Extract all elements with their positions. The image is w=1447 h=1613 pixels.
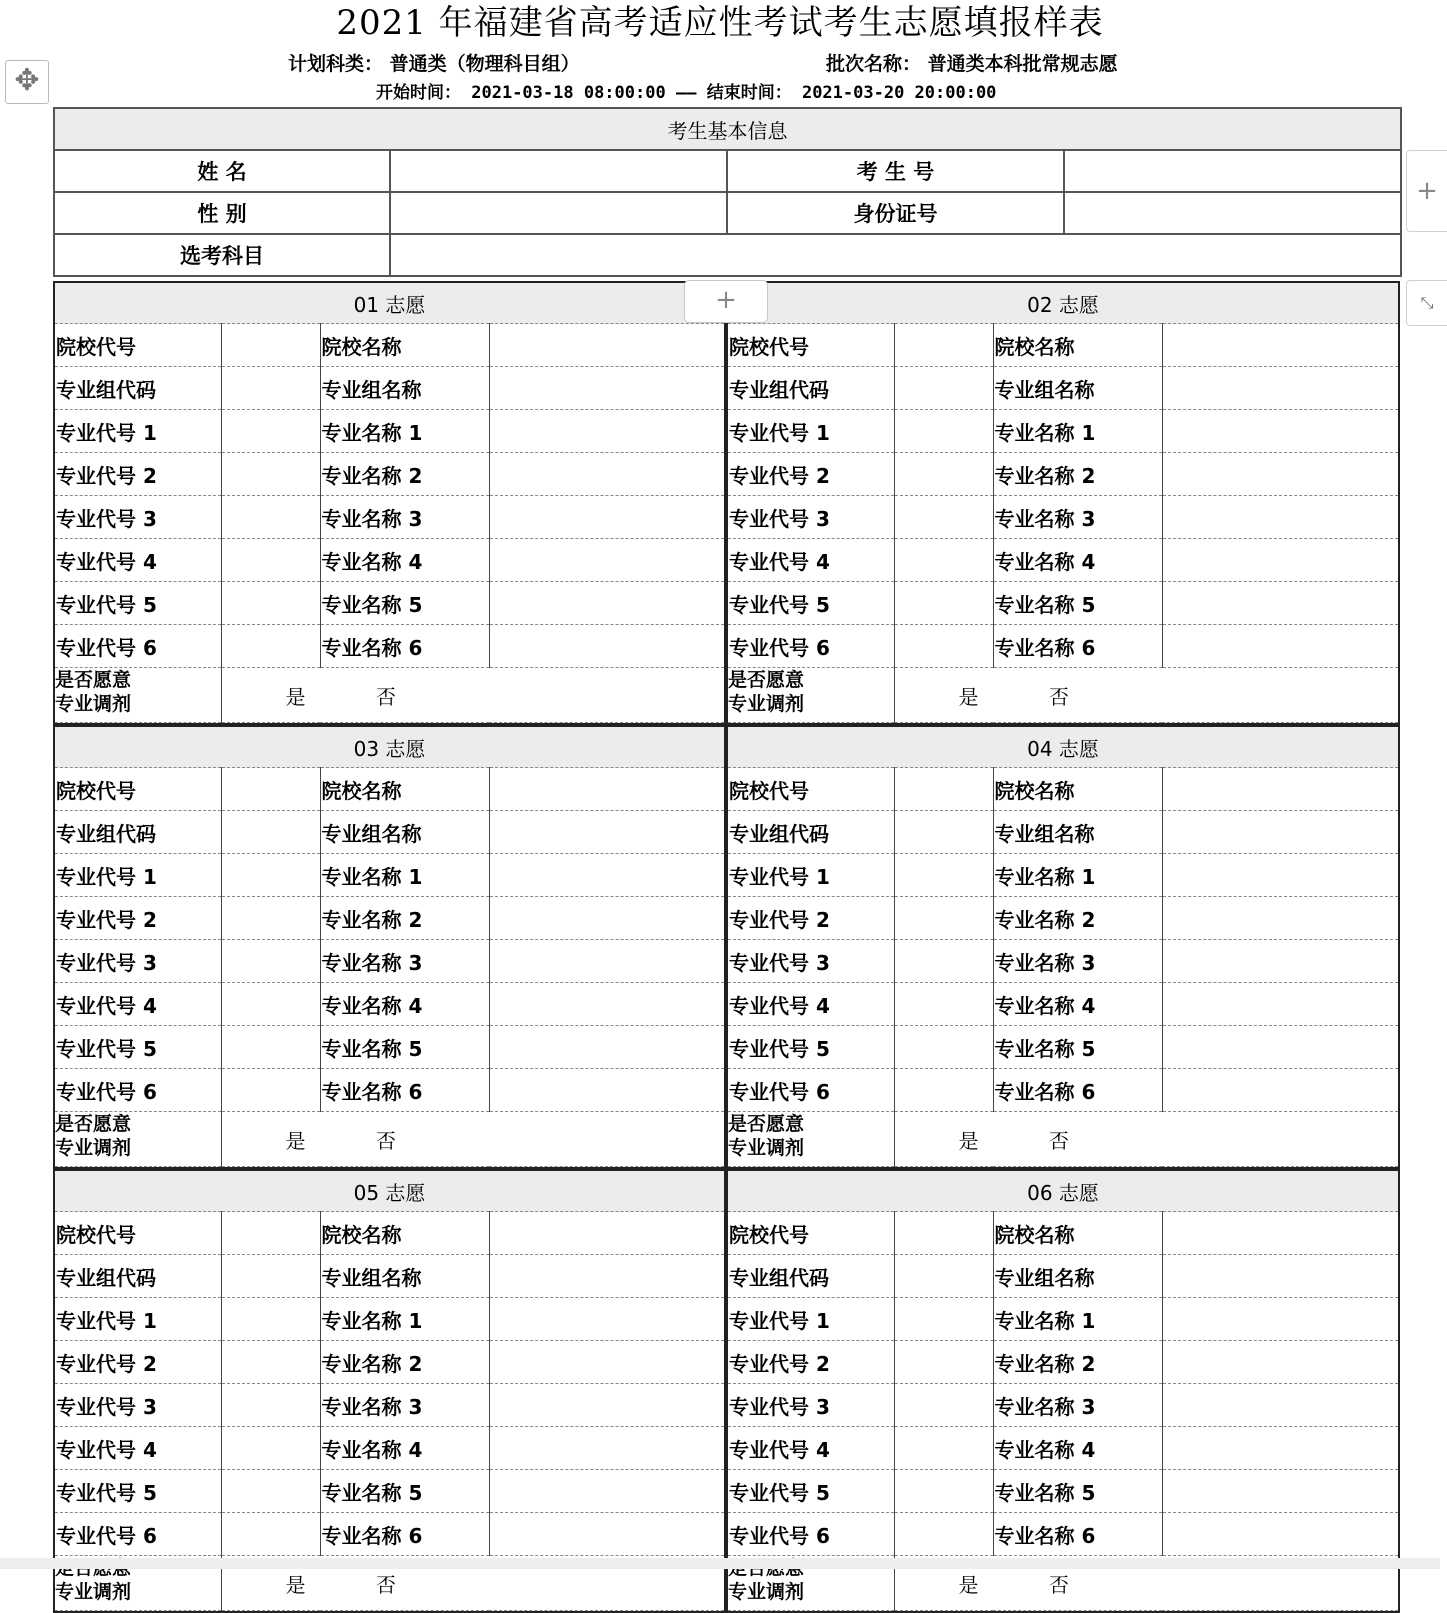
major-name-label: 专业名称 6 bbox=[320, 625, 489, 668]
major-code-field[interactable] bbox=[894, 897, 993, 940]
major-name-field[interactable] bbox=[1162, 1470, 1398, 1513]
adjust-label bbox=[55, 668, 221, 723]
major-name-field[interactable] bbox=[489, 897, 724, 940]
major-code-label: 专业代号 2 bbox=[728, 1341, 894, 1384]
school-code-field[interactable] bbox=[221, 1212, 320, 1255]
major-code-label: 专业代号 6 bbox=[728, 1069, 894, 1112]
adjust-label-line2: 专业调剂 bbox=[728, 1137, 805, 1159]
major-code-label: 专业代号 1 bbox=[55, 410, 221, 453]
group-name-field[interactable] bbox=[1162, 1255, 1398, 1298]
major-name-label: 专业名称 2 bbox=[993, 453, 1162, 496]
school-name-label: 院校名称 bbox=[320, 1212, 489, 1255]
major-name-label: 专业名称 5 bbox=[320, 1026, 489, 1069]
major-name-label: 专业名称 2 bbox=[320, 453, 489, 496]
adjust-label-line2: 专业调剂 bbox=[55, 693, 132, 715]
school-name-field[interactable] bbox=[1162, 1212, 1398, 1255]
major-code-field[interactable] bbox=[894, 854, 993, 897]
group-name-label: 专业组名称 bbox=[993, 1255, 1162, 1298]
major-code-field[interactable] bbox=[221, 1470, 320, 1513]
major-name-field[interactable] bbox=[1162, 582, 1398, 625]
adjust-no-option[interactable]: 否 bbox=[1048, 1572, 1069, 1597]
adjust-label-line2: 专业调剂 bbox=[728, 693, 805, 715]
major-name-field[interactable] bbox=[489, 539, 724, 582]
major-name-field[interactable] bbox=[1162, 983, 1398, 1026]
adjust-label bbox=[55, 1112, 221, 1167]
start-value: 2021-03-18 08:00:00 bbox=[471, 83, 666, 103]
name-field[interactable] bbox=[390, 150, 727, 192]
major-name-label: 专业名称 4 bbox=[320, 539, 489, 582]
group-code-label: 专业组代码 bbox=[55, 1255, 221, 1298]
major-name-label: 专业名称 1 bbox=[993, 410, 1162, 453]
group-code-field[interactable] bbox=[894, 1255, 993, 1298]
adjust-options bbox=[221, 668, 724, 723]
major-code-field[interactable] bbox=[221, 1384, 320, 1427]
major-code-label: 专业代号 6 bbox=[55, 1513, 221, 1556]
major-name-label: 专业名称 6 bbox=[320, 1069, 489, 1112]
major-name-label: 专业名称 1 bbox=[993, 1298, 1162, 1341]
major-name-label: 专业名称 2 bbox=[320, 897, 489, 940]
major-code-field[interactable] bbox=[894, 1341, 993, 1384]
major-code-label: 专业代号 3 bbox=[728, 496, 894, 539]
major-code-label: 专业代号 2 bbox=[55, 1341, 221, 1384]
major-code-field[interactable] bbox=[221, 897, 320, 940]
adjust-options bbox=[221, 1112, 724, 1167]
wishes-area bbox=[53, 281, 1400, 1603]
adjust-no-option[interactable]: 否 bbox=[375, 684, 396, 709]
school-name-field[interactable] bbox=[489, 324, 724, 367]
major-code-field[interactable] bbox=[894, 496, 993, 539]
major-name-label: 专业名称 5 bbox=[993, 582, 1162, 625]
major-name-label: 专业名称 5 bbox=[320, 1470, 489, 1513]
wish-title: 01 志愿 bbox=[55, 283, 724, 324]
adjust-yes-option[interactable]: 是 bbox=[958, 1128, 979, 1153]
major-code-label: 专业代号 2 bbox=[55, 453, 221, 496]
major-code-field[interactable] bbox=[221, 854, 320, 897]
major-name-label: 专业名称 3 bbox=[320, 496, 489, 539]
school-name-label: 院校名称 bbox=[320, 324, 489, 367]
adjust-label bbox=[728, 668, 894, 723]
subjects-field[interactable] bbox=[390, 234, 1401, 276]
major-name-label: 专业名称 5 bbox=[993, 1026, 1162, 1069]
group-name-field[interactable] bbox=[1162, 811, 1398, 854]
major-code-label: 专业代号 4 bbox=[55, 539, 221, 582]
major-code-field[interactable] bbox=[894, 539, 993, 582]
wish-title: 05 志愿 bbox=[55, 1171, 724, 1212]
adjust-yes-option[interactable]: 是 bbox=[285, 684, 306, 709]
major-name-field[interactable] bbox=[489, 625, 724, 668]
major-name-field[interactable] bbox=[1162, 410, 1398, 453]
major-code-label: 专业代号 5 bbox=[728, 1026, 894, 1069]
school-name-field[interactable] bbox=[1162, 324, 1398, 367]
wish-title: 04 志愿 bbox=[728, 727, 1398, 768]
major-name-field[interactable] bbox=[489, 1298, 724, 1341]
major-code-field[interactable] bbox=[894, 1384, 993, 1427]
major-code-label: 专业代号 5 bbox=[55, 1470, 221, 1513]
major-name-field[interactable] bbox=[1162, 1513, 1398, 1556]
major-code-field[interactable] bbox=[894, 1026, 993, 1069]
major-code-field[interactable] bbox=[894, 582, 993, 625]
major-code-label: 专业代号 5 bbox=[728, 582, 894, 625]
major-name-label: 专业名称 4 bbox=[993, 983, 1162, 1026]
school-name-label: 院校名称 bbox=[993, 324, 1162, 367]
major-name-label: 专业名称 2 bbox=[993, 1341, 1162, 1384]
adjust-options bbox=[894, 1112, 1398, 1167]
major-code-label: 专业代号 2 bbox=[55, 897, 221, 940]
bottom-scroll-bar[interactable] bbox=[0, 1558, 1440, 1569]
major-code-field[interactable] bbox=[894, 1427, 993, 1470]
major-code-field[interactable] bbox=[221, 1341, 320, 1384]
wish-title: 02 志愿 bbox=[728, 283, 1398, 324]
adjust-no-option[interactable]: 否 bbox=[1048, 684, 1069, 709]
major-name-label: 专业名称 3 bbox=[993, 940, 1162, 983]
major-code-label: 专业代号 1 bbox=[55, 1298, 221, 1341]
exam-number-label: 考 生 号 bbox=[727, 150, 1064, 192]
adjust-label-line2: 专业调剂 bbox=[728, 1581, 805, 1603]
time-separator: —— bbox=[675, 83, 697, 103]
major-name-field[interactable] bbox=[489, 854, 724, 897]
group-code-label: 专业组代码 bbox=[728, 367, 894, 410]
major-name-label: 专业名称 4 bbox=[320, 983, 489, 1026]
major-name-field[interactable] bbox=[1162, 1384, 1398, 1427]
group-code-field[interactable] bbox=[221, 1255, 320, 1298]
major-code-label: 专业代号 6 bbox=[55, 625, 221, 668]
add-row-button[interactable] bbox=[1406, 150, 1447, 232]
major-code-field[interactable] bbox=[221, 496, 320, 539]
major-name-field[interactable] bbox=[1162, 496, 1398, 539]
major-name-field[interactable] bbox=[489, 582, 724, 625]
major-code-label: 专业代号 2 bbox=[728, 897, 894, 940]
major-code-label: 专业代号 5 bbox=[55, 582, 221, 625]
school-name-field[interactable] bbox=[1162, 768, 1398, 811]
end-value: 2021-03-20 20:00:00 bbox=[801, 83, 997, 103]
major-name-field[interactable] bbox=[489, 1341, 724, 1384]
major-name-field[interactable] bbox=[1162, 1427, 1398, 1470]
group-name-field[interactable] bbox=[1162, 367, 1398, 410]
major-name-label: 专业名称 1 bbox=[320, 410, 489, 453]
major-name-label: 专业名称 6 bbox=[993, 1069, 1162, 1112]
id-number-field[interactable] bbox=[1064, 192, 1401, 234]
major-name-field[interactable] bbox=[1162, 940, 1398, 983]
major-code-field[interactable] bbox=[894, 410, 993, 453]
school-code-label: 院校代号 bbox=[55, 768, 221, 811]
basic-info-table bbox=[53, 107, 1402, 277]
major-name-label: 专业名称 5 bbox=[993, 1470, 1162, 1513]
school-code-label: 院校代号 bbox=[55, 324, 221, 367]
major-code-label: 专业代号 3 bbox=[55, 1384, 221, 1427]
major-code-label: 专业代号 3 bbox=[55, 940, 221, 983]
major-name-label: 专业名称 5 bbox=[320, 582, 489, 625]
exam-number-field[interactable] bbox=[1064, 150, 1401, 192]
adjust-no-option[interactable]: 否 bbox=[375, 1572, 396, 1597]
add-column-button[interactable] bbox=[684, 280, 768, 323]
gender-field[interactable] bbox=[390, 192, 727, 234]
plan-category bbox=[288, 52, 580, 76]
major-code-field[interactable] bbox=[221, 940, 320, 983]
major-code-field[interactable] bbox=[221, 410, 320, 453]
school-name-field[interactable] bbox=[489, 768, 724, 811]
wish-block bbox=[53, 281, 726, 725]
major-code-label: 专业代号 5 bbox=[55, 1026, 221, 1069]
group-code-label: 专业组代码 bbox=[728, 811, 894, 854]
major-code-field[interactable] bbox=[894, 1513, 993, 1556]
major-name-field[interactable] bbox=[489, 1427, 724, 1470]
major-code-field[interactable] bbox=[221, 1026, 320, 1069]
major-code-field[interactable] bbox=[894, 453, 993, 496]
subjects-label: 选考科目 bbox=[54, 234, 390, 276]
school-name-label: 院校名称 bbox=[993, 768, 1162, 811]
school-code-field[interactable] bbox=[221, 768, 320, 811]
major-name-label: 专业名称 6 bbox=[320, 1513, 489, 1556]
major-code-label: 专业代号 4 bbox=[728, 983, 894, 1026]
major-name-field[interactable] bbox=[489, 410, 724, 453]
major-name-field[interactable] bbox=[489, 496, 724, 539]
wish-block bbox=[726, 725, 1400, 1169]
major-code-field[interactable] bbox=[894, 983, 993, 1026]
school-code-field[interactable] bbox=[221, 324, 320, 367]
wish-block bbox=[726, 281, 1400, 725]
group-name-label: 专业组名称 bbox=[993, 811, 1162, 854]
major-code-label: 专业代号 4 bbox=[728, 1427, 894, 1470]
group-name-label: 专业组名称 bbox=[320, 811, 489, 854]
wish-block bbox=[53, 1169, 726, 1613]
major-name-label: 专业名称 6 bbox=[993, 1513, 1162, 1556]
major-name-label: 专业名称 1 bbox=[320, 854, 489, 897]
start-label: 开始时间： bbox=[376, 83, 461, 103]
major-code-label: 专业代号 4 bbox=[55, 983, 221, 1026]
end-label: 结束时间： bbox=[706, 83, 792, 103]
school-code-label: 院校代号 bbox=[728, 768, 894, 811]
plan-category-label: 计划科类： bbox=[288, 53, 384, 75]
major-code-label: 专业代号 1 bbox=[728, 854, 894, 897]
major-code-field[interactable] bbox=[894, 1298, 993, 1341]
major-code-label: 专业代号 3 bbox=[55, 496, 221, 539]
group-code-field[interactable] bbox=[221, 811, 320, 854]
major-name-field[interactable] bbox=[1162, 854, 1398, 897]
major-code-field[interactable] bbox=[894, 940, 993, 983]
time-range bbox=[376, 81, 996, 105]
school-code-label: 院校代号 bbox=[728, 1212, 894, 1255]
major-name-label: 专业名称 2 bbox=[320, 1341, 489, 1384]
major-code-field[interactable] bbox=[221, 453, 320, 496]
major-code-field[interactable] bbox=[894, 625, 993, 668]
batch-label: 批次名称： bbox=[826, 53, 922, 75]
major-code-label: 专业代号 1 bbox=[728, 1298, 894, 1341]
group-code-field[interactable] bbox=[894, 367, 993, 410]
batch-value: 普通类本科批常规志愿 bbox=[927, 53, 1118, 75]
school-code-field[interactable] bbox=[894, 1212, 993, 1255]
major-name-field[interactable] bbox=[1162, 1341, 1398, 1384]
wish-block bbox=[726, 1169, 1400, 1613]
major-name-field[interactable] bbox=[489, 1470, 724, 1513]
major-name-label: 专业名称 1 bbox=[320, 1298, 489, 1341]
school-code-label: 院校代号 bbox=[55, 1212, 221, 1255]
major-name-label: 专业名称 4 bbox=[993, 539, 1162, 582]
group-code-label: 专业组代码 bbox=[55, 367, 221, 410]
group-name-label: 专业组名称 bbox=[993, 367, 1162, 410]
id-number-label: 身份证号 bbox=[727, 192, 1064, 234]
major-name-label: 专业名称 6 bbox=[993, 625, 1162, 668]
adjust-label-line2: 专业调剂 bbox=[55, 1137, 132, 1159]
major-code-field[interactable] bbox=[221, 582, 320, 625]
major-name-field[interactable] bbox=[489, 453, 724, 496]
basic-info-header: 考生基本信息 bbox=[54, 108, 1401, 150]
major-name-label: 专业名称 3 bbox=[993, 1384, 1162, 1427]
batch-name bbox=[826, 52, 1118, 76]
group-code-field[interactable] bbox=[221, 367, 320, 410]
major-code-label: 专业代号 6 bbox=[55, 1069, 221, 1112]
major-name-field[interactable] bbox=[1162, 1026, 1398, 1069]
plus-icon: + bbox=[1416, 176, 1438, 206]
major-name-label: 专业名称 3 bbox=[320, 940, 489, 983]
major-name-field[interactable] bbox=[489, 940, 724, 983]
major-name-label: 专业名称 3 bbox=[320, 1384, 489, 1427]
group-code-label: 专业组代码 bbox=[55, 811, 221, 854]
adjust-label-line1: 是否愿意 bbox=[55, 1113, 132, 1135]
adjust-options bbox=[894, 668, 1398, 723]
major-code-label: 专业代号 4 bbox=[55, 1427, 221, 1470]
adjust-no-option[interactable]: 否 bbox=[375, 1128, 396, 1153]
major-name-label: 专业名称 4 bbox=[993, 1427, 1162, 1470]
major-name-field[interactable] bbox=[1162, 1298, 1398, 1341]
group-name-label: 专业组名称 bbox=[320, 367, 489, 410]
school-name-label: 院校名称 bbox=[320, 768, 489, 811]
major-name-field[interactable] bbox=[1162, 453, 1398, 496]
group-code-label: 专业组代码 bbox=[728, 1255, 894, 1298]
name-label: 姓 名 bbox=[54, 150, 390, 192]
major-name-label: 专业名称 1 bbox=[993, 854, 1162, 897]
major-code-field[interactable] bbox=[221, 1513, 320, 1556]
wish-block bbox=[53, 725, 726, 1169]
major-name-field[interactable] bbox=[1162, 1069, 1398, 1112]
major-code-field[interactable] bbox=[221, 1298, 320, 1341]
adjust-label-line1: 是否愿意 bbox=[728, 1113, 805, 1135]
major-name-field[interactable] bbox=[489, 1384, 724, 1427]
wishes-grid bbox=[53, 281, 1400, 1613]
major-code-field[interactable] bbox=[221, 625, 320, 668]
school-name-field[interactable] bbox=[489, 1212, 724, 1255]
school-code-field[interactable] bbox=[894, 768, 993, 811]
major-code-field[interactable] bbox=[221, 1069, 320, 1112]
major-name-field[interactable] bbox=[1162, 539, 1398, 582]
adjust-yes-option[interactable]: 是 bbox=[285, 1572, 306, 1597]
major-code-label: 专业代号 3 bbox=[728, 940, 894, 983]
major-name-field[interactable] bbox=[1162, 625, 1398, 668]
wish-title: 06 志愿 bbox=[728, 1171, 1398, 1212]
group-code-field[interactable] bbox=[894, 811, 993, 854]
adjust-label bbox=[728, 1112, 894, 1167]
plus-icon: + bbox=[715, 285, 737, 315]
major-code-field[interactable] bbox=[221, 539, 320, 582]
major-code-field[interactable] bbox=[894, 1069, 993, 1112]
group-name-field[interactable] bbox=[489, 811, 724, 854]
wish-title: 03 志愿 bbox=[55, 727, 724, 768]
resize-glyph: ⤡ bbox=[1420, 293, 1434, 312]
school-code-label: 院校代号 bbox=[728, 324, 894, 367]
major-code-label: 专业代号 3 bbox=[728, 1384, 894, 1427]
major-code-label: 专业代号 2 bbox=[728, 453, 894, 496]
major-name-field[interactable] bbox=[489, 1026, 724, 1069]
adjust-yes-option[interactable]: 是 bbox=[958, 1572, 979, 1597]
major-code-field[interactable] bbox=[221, 1427, 320, 1470]
major-code-label: 专业代号 4 bbox=[728, 539, 894, 582]
major-code-label: 专业代号 1 bbox=[55, 854, 221, 897]
adjust-label-line1: 是否愿意 bbox=[55, 669, 132, 691]
major-code-label: 专业代号 1 bbox=[728, 410, 894, 453]
gender-label: 性 别 bbox=[54, 192, 390, 234]
adjust-yes-option[interactable]: 是 bbox=[958, 684, 979, 709]
group-name-field[interactable] bbox=[489, 367, 724, 410]
major-code-field[interactable] bbox=[894, 1470, 993, 1513]
major-code-field[interactable] bbox=[221, 983, 320, 1026]
major-name-label: 专业名称 2 bbox=[993, 897, 1162, 940]
form-title: 2021 年福建省高考适应性考试考生志愿填报样表 bbox=[336, 3, 1104, 43]
major-code-label: 专业代号 6 bbox=[728, 625, 894, 668]
adjust-no-option[interactable]: 否 bbox=[1048, 1128, 1069, 1153]
plan-category-value: 普通类（物理科目组） bbox=[389, 53, 580, 75]
school-code-field[interactable] bbox=[894, 324, 993, 367]
major-name-field[interactable] bbox=[489, 1069, 724, 1112]
adjust-label-line1: 是否愿意 bbox=[728, 669, 805, 691]
major-name-field[interactable] bbox=[489, 1513, 724, 1556]
major-name-field[interactable] bbox=[489, 983, 724, 1026]
major-name-field[interactable] bbox=[1162, 897, 1398, 940]
school-name-label: 院校名称 bbox=[993, 1212, 1162, 1255]
adjust-label-line2: 专业调剂 bbox=[55, 1581, 132, 1603]
major-code-label: 专业代号 6 bbox=[728, 1513, 894, 1556]
group-name-field[interactable] bbox=[489, 1255, 724, 1298]
group-name-label: 专业组名称 bbox=[320, 1255, 489, 1298]
major-name-label: 专业名称 4 bbox=[320, 1427, 489, 1470]
adjust-yes-option[interactable]: 是 bbox=[285, 1128, 306, 1153]
major-name-label: 专业名称 3 bbox=[993, 496, 1162, 539]
resize-icon[interactable] bbox=[1406, 280, 1447, 326]
move-icon[interactable]: ✥ bbox=[5, 60, 49, 104]
major-code-label: 专业代号 5 bbox=[728, 1470, 894, 1513]
